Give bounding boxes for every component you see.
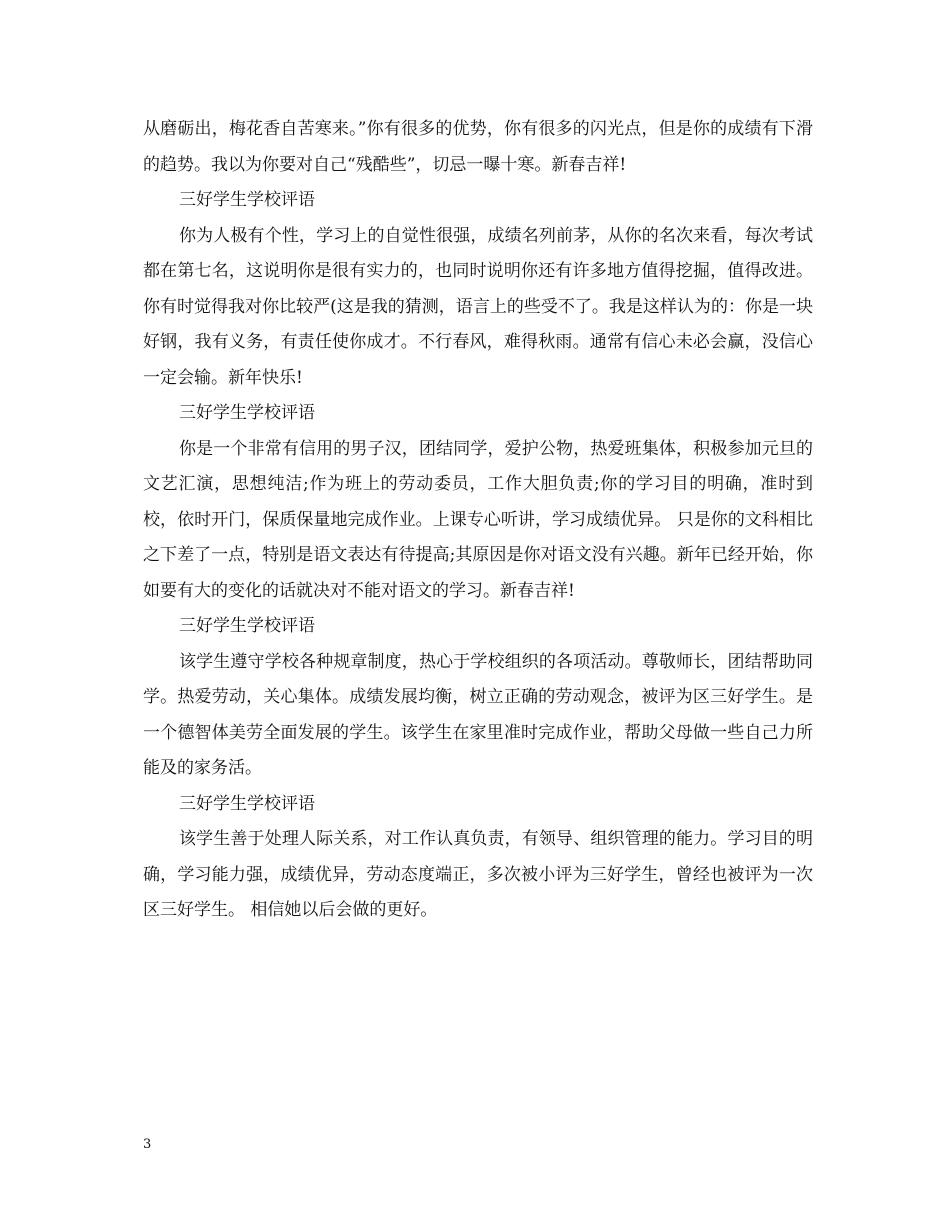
paragraph-comment: 该学生善于处理人际关系，对工作认真负责，有领导、组织管理的能力。学习目的明确，学习能力强，成绩优异，劳动态度端正，多次被小评为三好学生，曾经也被评为一次区三好学生。 相信她以后会做的更好。 [143, 829, 813, 920]
section-heading: 三好学生学校评语 [179, 403, 315, 423]
page-number: 3 [143, 1137, 152, 1152]
paragraph-comment: 你是一个非常有信用的男子汉，团结同学，爱护公物，热爱班集体，积极参加元旦的文艺汇演，思想纯洁;作为班上的劳动委员，工作大胆负责;你的学习目的明确，准时到校，依时开门，保质保量地完成作业。上课专心听讲，学习成绩优异。 只是你的文科相比之下差了一点，特别是语文表达有待提高;其原因是你对语文没有兴趣。新年已经开始，你如要有大的变化的话就决对不能对语文的学习。新春吉祥! [143, 438, 813, 601]
paragraph-comment: 该学生遵守学校各种规章制度，热心于学校组织的各项活动。尊敬师长，团结帮助同学。热爱劳动，关心集体。成绩发展均衡，树立正确的劳动观念，被评为区三好学生。是一个德智体美劳全面发展的学生。该学生在家里准时完成作业，帮助父母做一些自己力所能及的家务活。 [143, 651, 813, 778]
paragraph-comment: 你为人极有个性，学习上的自觉性很强，成绩名列前茅，从你的名次来看，每次考试都在第七名，这说明你是很有实力的，也同时说明你还有许多地方值得挖掘，值得改进。你有时觉得我对你比较严(这是我的猜测，语言上的些受不了。我是这样认为的：你是一块好钢，我有义务，有责任使你成才。不行春风，难得秋雨。通常有信心未必会赢，没信心一定会输。新年快乐! [143, 225, 813, 388]
section-heading: 三好学生学校评语 [179, 793, 315, 814]
section-heading: 三好学生学校评语 [179, 616, 315, 636]
paragraph-continuation: 从磨砺出，梅花香自苦寒来。”你有很多的优势，你有很多的闪光点，但是你的成绩有下滑的趋势。我以为你要对自己“残酷些”，切忌一曝十寒。新春吉祥! [143, 119, 813, 175]
section-heading: 三好学生学校评语 [179, 190, 315, 210]
document-body [143, 112, 813, 929]
